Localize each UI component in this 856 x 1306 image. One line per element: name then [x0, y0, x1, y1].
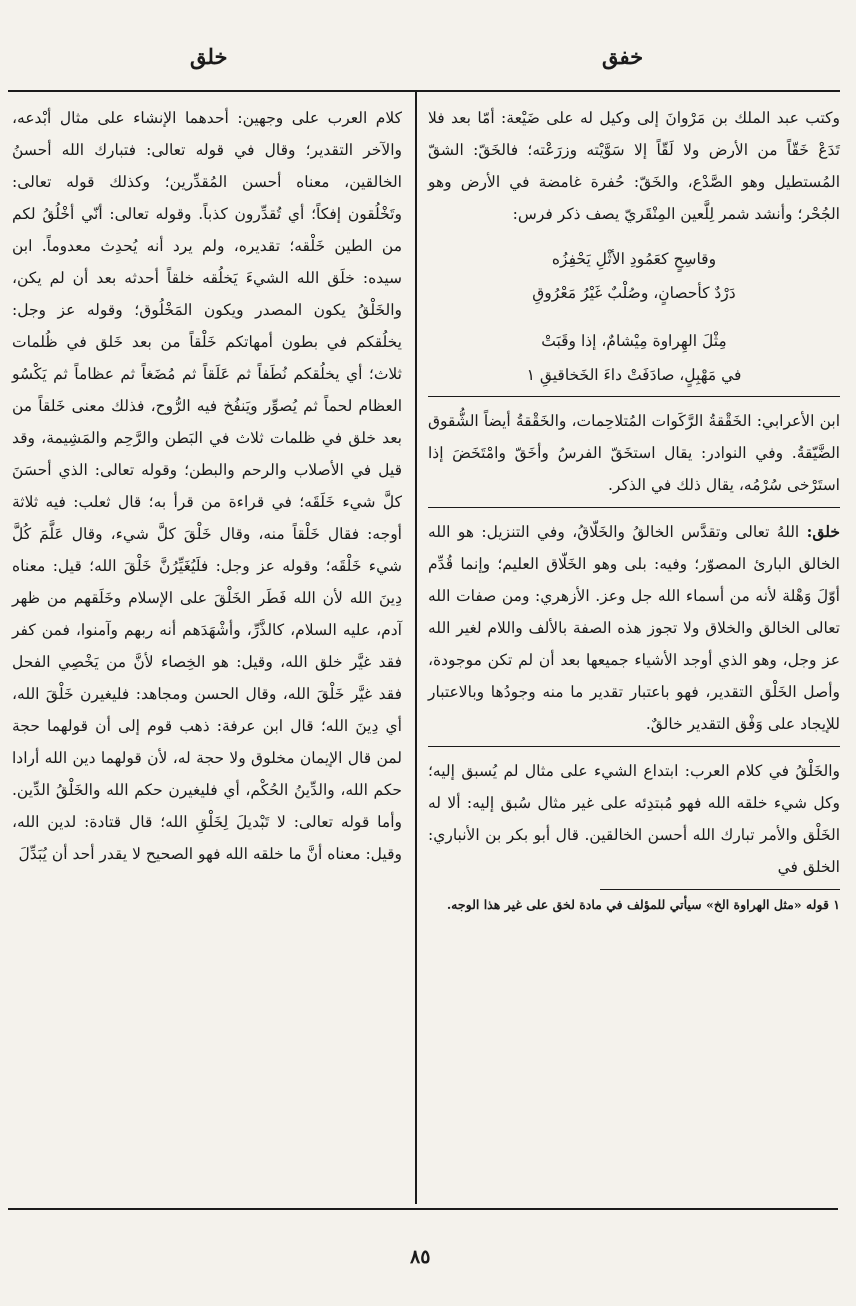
section-separator [428, 507, 840, 508]
verse-line: وقاسِحٍ كعَمُودِ الأثْلِ يَحْفِزُه [551, 250, 717, 268]
entry-body: اللهُ تعالى وتقدَّس الخالقُ والخَلّاقُ، وفي التنزيل: هو الله الخالق البارئ المصوّر؛ وفيه: بلى وهو الخَلّاق العليم؛ وإنما قُدِّم أوّلَ وَهْلة لأنه من أسماء الله جل وعز. الأزهري: ومن صفات الله تعالى الخالق والخلاق ولا تجوز هذه الصفة بالألف واللام لغير الله عز وجل، وهو الذي أوجد الأشياء جميعها بعد أن لم تكن موجودة، وأصل الخَلْق التقدير، فهو باعتبار تقدير ما منه وجودُها وبالاعتبار للإيجاد على وَفْق التقدير خالقٌ. [428, 523, 840, 733]
column-divider [415, 92, 417, 1204]
page-number: ٨٥ [410, 1246, 431, 1268]
verse-gap [428, 230, 840, 240]
entry-khalaq-continued: كلام العرب على وجهين: أحدهما الإنشاء على مثال أبْدعه، والآخر التقدير؛ وقال في قوله تعالى: فتبارك الله أحسنُ الخالقين، معناه أحسن المُقدِّرين؛ وكذلك قوله تعالى: وتَخْلُقون إفكاً؛ أي تُقدِّرون كذباً. وقوله تعالى: أنّي أخْلُقُ لكم من الطين خَلْقه؛ تقديره، ولم يرد أنه يُحدِث معدوماً. ابن سيده: خلَق الله الشيءَ يَخلُقه خلقاً أحدثه بعد أن لم يكن، والخَلْقُ يكون المصدر ويكون المَخْلُوق؛ وقوله عز وجل: يخلُقكم في بطون أمهاتكم خَلْقاً من بعد خَلق في ظُلمات ثلاث؛ أي يخلُقكم نُطَفاً ثم عَلَقاً ثم مُضَغاً ثم عظاماً ثم يَكْسُو العظام لحماً ثم يُصوِّر ويَنفُخ فيه الرُّوح، فذلك معنى خَلقاً من بعد خلق في ظلمات ثلاث في البَطن والرَّحِم والمَشِيمة، وقد قيل في الأصلاب والرحم والبطن؛ وقوله تعالى: الذي أحسَنَ كلَّ شيء خَلَقَه؛ في قراءة من قرأ به؛ قال ثعلب: فيه ثلاثة أوجه: فقال خَلْقاً منه، وقال خَلْقَ كلَّ شيء، وقال عَلَّمَ كُلَّ شيء خَلْقَه؛ وقوله عز وجل: فلَيُغَيِّرُنَّ خَلْقَ الله؛ قيل: معناه دِينَ الله لأن الله فَطَر الخَلْقَ على الإسلام وخَلَقهم من ظهر آدم، عليه السلام، كالذَّرِّ، وأشْهَدَهم أنه ربهم وآمنوا، فمن كفر فقد غيَّر خلق الله، وقيل: هو الخِصاء لأنَّ من يَخْصِي الفحل فقد غيَّر خَلْقَ الله، وقال الحسن ومجاهد: فليغيرن خَلْقَ الله، أي دِينَ الله؛ قال ابن عرفة: ذهب قوم إلى أن قولهما حجة لمن قال الإيمان مخلوق ولا حجة له، لأن قولهما دين الله أرادا حكم الله، والدِّينُ الحُكْم، أي فليغيرن حكم الله والخَلْقُ الدِّين. وأما قوله تعالى: لا تَبْديلَ لِخَلْقِ الله؛ قال قتادة: لدين الله، وقيل: معناه أنَّ ما خلقه الله فهو الصحيح لا يقدر أحد أن يُبَدِّلَ [12, 109, 402, 863]
verse-line: في مَهْبِلٍ، صادَفَتْ داءَ الخَخاقيقِ ١ [526, 366, 742, 384]
entry-khaqq-para: ابن الأعرابي: الخَقْقةُ الرَّكَوات المُتلاحِمات، والخَقْقةُ أيضاً الشُّقوق الضَّيّقةُ. وفي النوادر: يقال استخَقّ الفرسُ وأخَقّ وامْتَخَضَ إذا استَرْخى سُرْمُه، يقال ذلك في الذكر. [428, 412, 840, 494]
footnote: ١ قوله «مثل الهراوة الخ» سيأتي للمؤلف في مادة لخق على غير هذا الوجه. [446, 897, 840, 912]
right-column [428, 102, 840, 916]
verse-line: دَرْدٌ كأحصانٍ، وصُلْبٌ غَيْرُ مَعْرُوقِ [532, 284, 736, 302]
top-rule [8, 90, 840, 92]
section-separator [428, 746, 840, 747]
section-separator [428, 396, 840, 397]
verse-gap [428, 312, 840, 322]
left-column [12, 102, 402, 870]
running-header-right: خفق [602, 44, 644, 69]
footnote-rule [600, 889, 840, 890]
entry-khaqq-intro: وكتب عبد الملك بن مَرْوانَ إلى وكيل له على ضَيْعة: أمّا بعد فلا تَدَعْ خَقّاً من الأرض ولا لَقّاً إلا سَوَّيْته وزرَعْته؛ فالخَقّ: الشقّ المُستطيل وهو الصَّدْع، والخَقّ: حُفرة غامضة في الأرض وهو الجُحْر؛ وأنشد شمر لِلَّعين المِنْقَريّ يصف ذكر فرس: [428, 109, 840, 223]
entry-headword: خلق: [806, 522, 840, 541]
entry-khalaq [428, 516, 840, 740]
running-header-left: خلق [190, 44, 228, 69]
bottom-rule [8, 1208, 838, 1210]
verse-line: مِثْلَ الهِراوة مِيْشامٌ، إذا وقَبَتْ [541, 332, 727, 350]
entry-khalaq-para: والخَلْقُ في كلام العرب: ابتداع الشيء على مثال لم يُسبق إليه؛ وكل شيء خلقه الله فهو مُبتدِئه على غير مثال سُبق إليه: ألا له الخَلْق والأمر تبارك الله أحسن الخالقين. قال أبو بكر بن الأنباري: الخلق في [428, 762, 840, 876]
